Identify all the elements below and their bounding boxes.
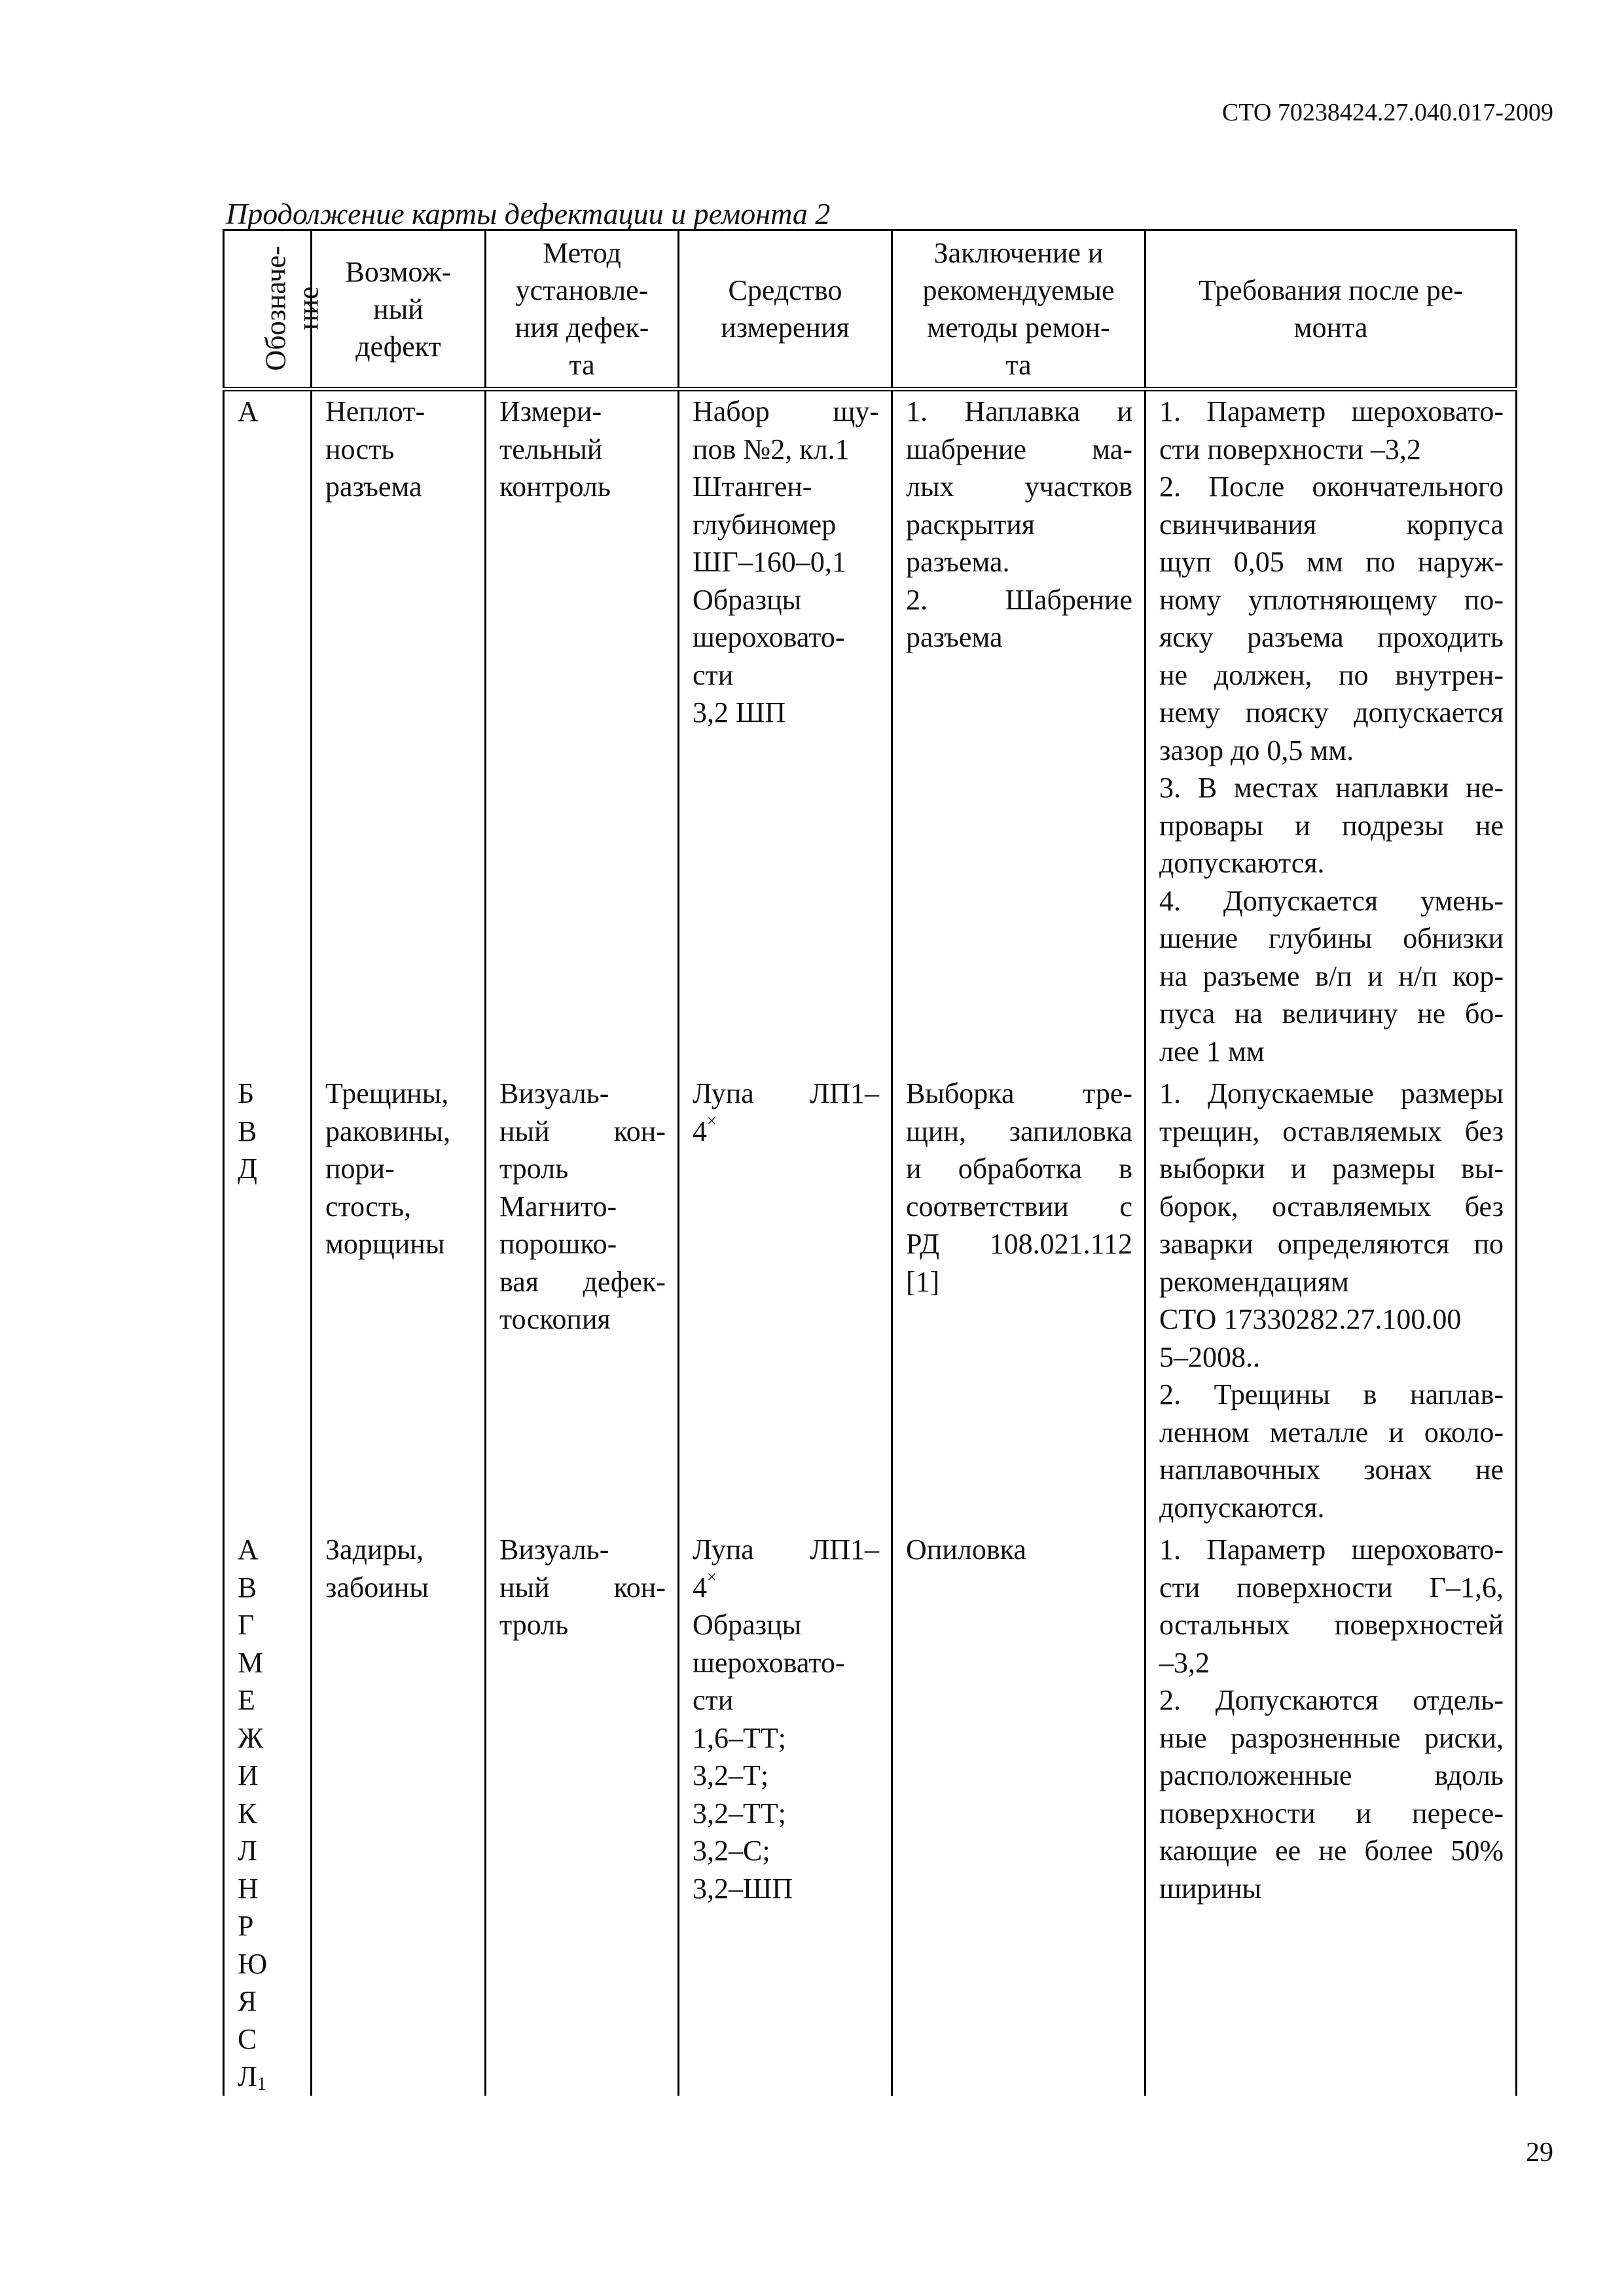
cell-defect: Задиры, забоины [312, 1530, 486, 2096]
table-row [224, 1530, 1517, 2096]
cell-designation: А [224, 389, 312, 1074]
table-header-row [224, 230, 1517, 389]
cell-conclusion: 1. Наплавка и шабрение ма- лых участков раскрытия разъема. 2. Шабрение разъема [892, 389, 1146, 1074]
header-defect: Возмож- ный дефект [312, 230, 486, 389]
cell-defect: Неплот- ность разъема [312, 389, 486, 1074]
cell-requirements: 1. Параметр шероховато- сти поверхности –3,2 2. После окончательного свинчивания корпуса щуп 0,05 мм по наруж- ному уплотняющему по- яску разъема проходить не должен, по внутрен- нему пояску допускается зазор до 0,5 мм. 3. В местах наплавки не- провары и подрезы не допускаются. 4. Допускается умень- шение глубины обнизки на разъеме в/п и н/п кор- пуса на величину не бо- лее 1 мм [1146, 389, 1517, 1074]
cell-method: Визуаль- ный кон- троль [486, 1530, 679, 2096]
header-designation [224, 230, 325, 389]
table-row [224, 389, 1517, 1074]
document-code: СТО 70238424.27.040.017-2009 [1221, 99, 1553, 126]
cell-tool: Лупа ЛП1– 4× [679, 1073, 892, 1530]
cell-requirements: 1. Допускаемые размеры трещин, оставляемых без выборки и размеры вы- борок, оставляемых без заварки определяются по рекомендациям СТО 17330282.27.100.00 5–2008.. 2. Трещины в наплав- ленном металле и около- наплавочных зонах не допускаются. [1146, 1073, 1517, 1530]
cell-method: Визуаль- ный кон- троль Магнито- порошко- вая дефек- тоскопия [486, 1073, 679, 1530]
cell-method: Измери- тельный контроль [486, 389, 679, 1074]
cell-requirements: 1. Параметр шероховато- сти поверхности Г–1,6, остальных поверхностей –3,2 2. Допускаются отдель- ные разрозненные риски, расположенные вдоль поверхности и пересе- кающие ее не более 50% ширины [1146, 1530, 1517, 2096]
cell-tool: Лупа ЛП1– 4× Образцы шероховато- сти 1,6–ТТ; 3,2–Т; 3,2–ТТ; 3,2–С; 3,2–ШП [679, 1530, 892, 2096]
cell-designation: А В Г М Е Ж И К Л Н Р Ю Я С $Л_1$ [224, 1530, 312, 2096]
page-number: 29 [1526, 2138, 1553, 2168]
cell-designation: Б В Д [224, 1073, 312, 1530]
defect-repair-table [223, 229, 1517, 2096]
header-method: Метод установле- ния дефек- та [486, 230, 679, 389]
header-designation-text: Обозначе- ние [259, 245, 325, 371]
header-conclusion: Заключение и рекомендуемые методы ремон- та [892, 230, 1146, 389]
header-tool: Средство измерения [679, 230, 892, 389]
cell-defect: Трещины, раковины, пори- стость, морщины [312, 1073, 486, 1530]
cell-tool: Набор щу- пов №2, кл.1 Штанген- глубиномер ШГ–160–0,1 Образцы шероховато- сти 3,2 ШП [679, 389, 892, 1074]
cell-conclusion: Выборка тре- щин, запиловка и обработка в соответствии с РД 108.021.112 [1] [892, 1073, 1146, 1530]
cell-conclusion: Опиловка [892, 1530, 1146, 2096]
table-caption: Продолжение карты дефектации и ремонта 2 [226, 197, 831, 230]
header-requirements: Требования после ре- монта [1146, 230, 1517, 389]
table-row [224, 1073, 1517, 1530]
